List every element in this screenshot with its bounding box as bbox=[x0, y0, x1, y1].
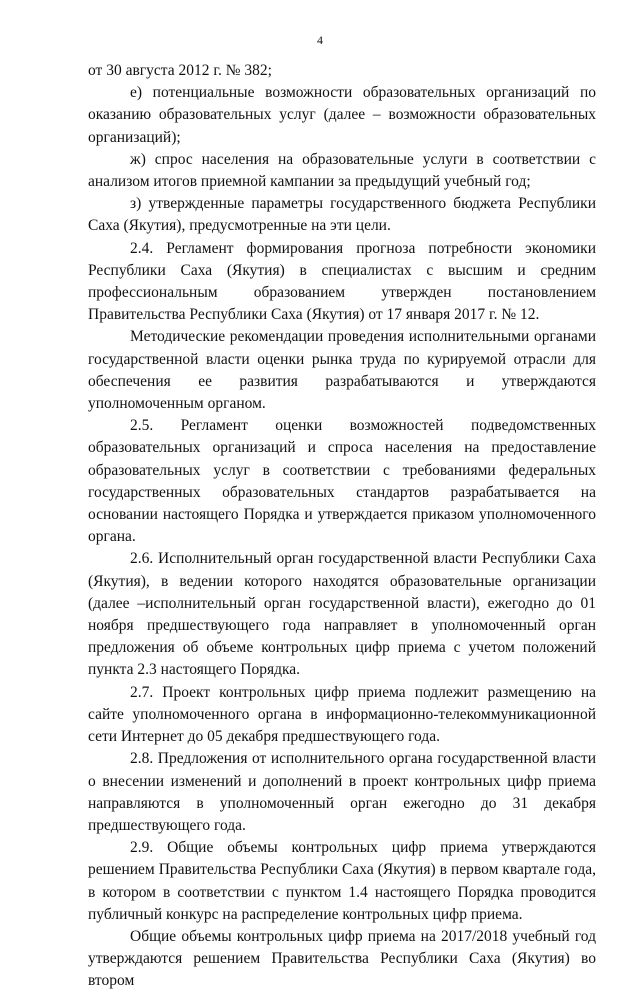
paragraph-2-8: 2.8. Предложения от исполнительного органа государственной власти о внесении изменений и дополнений в проект контрольных цифр приема направляются в уполномоченный орган ежегодно до 31 декабря предшествующего года. bbox=[88, 750, 596, 834]
paragraph-item-z: з) утвержденные параметры государственного бюджета Республики Саха (Якутия), предусмотренные на эти цели. bbox=[88, 195, 596, 235]
paragraph-2-4: 2.4. Регламент формирования прогноза потребности экономики Республики Саха (Якутия) в специалистах с высшим и средним профессиональным образованием утвержден постановлением Правительства Республики Саха (Якутия) от 17 января 2017 г. № 12. bbox=[88, 239, 596, 324]
paragraph-item-e: е) потенциальные возможности образовательных организаций по оказанию образовательных услуг (далее – возможности образовательных организаций); bbox=[88, 84, 596, 146]
paragraph-2-9: 2.9. Общие объемы контрольных цифр приема утверждаются решением Правительства Республики Саха (Якутия) в первом квартале года, в котором в соответствии с пунктом 1.4 настоящего Порядка проводится публичный конкурс на распределение контрольных цифр приема. bbox=[88, 839, 596, 923]
paragraph-2-5: 2.5. Регламент оценки возможностей подведомственных образовательных организаций и спроса населения на предоставление образовательных услуг в соответствии с требованиями федеральных государственных образовательных стандартов разрабатывается на основании настоящего Порядка и утверждается приказом уполномоченного органа. bbox=[88, 417, 596, 546]
paragraph-total-volumes: Общие объемы контрольных цифр приема на 2017/2018 учебный год утверждаются решением Правительства Республики Саха (Якутия) во втором bbox=[88, 927, 596, 990]
paragraph-item-zh: ж) спрос населения на образовательные услуги в соответствии с анализом итогов приемной кампании за предыдущий учебный год; bbox=[88, 150, 596, 191]
paragraph-methodical-recommendations: Методические рекомендации проведения исполнительными органами государственной власти оценки рынка труда по курируемой отрасли для обеспечения ее развития разрабатываются и утверждаются уполномоченным органом. bbox=[88, 328, 596, 413]
document-body bbox=[88, 60, 596, 993]
paragraph-2-7: 2.7. Проект контрольных цифр приема подлежит размещению на сайте уполномоченного органа в информационно-телекоммуникационной сети Интернет до 05 декабря предшествующего года. bbox=[88, 683, 596, 746]
page-number: 4 bbox=[317, 33, 323, 47]
paragraph-1-continuation: от 30 августа 2012 г. № 382; bbox=[88, 62, 272, 79]
paragraph-2-6: 2.6. Исполнительный орган государственной власти Республики Саха (Якутия), в ведении которого находятся образовательные организации (далее –исполнительный орган государственной власти), ежегодно до 01 ноября предшествующего года направляет в уполномоченный орган предложения об объеме контрольных цифр приема с учетом положений пункта 2.3 настоящего Порядка. bbox=[88, 550, 596, 679]
